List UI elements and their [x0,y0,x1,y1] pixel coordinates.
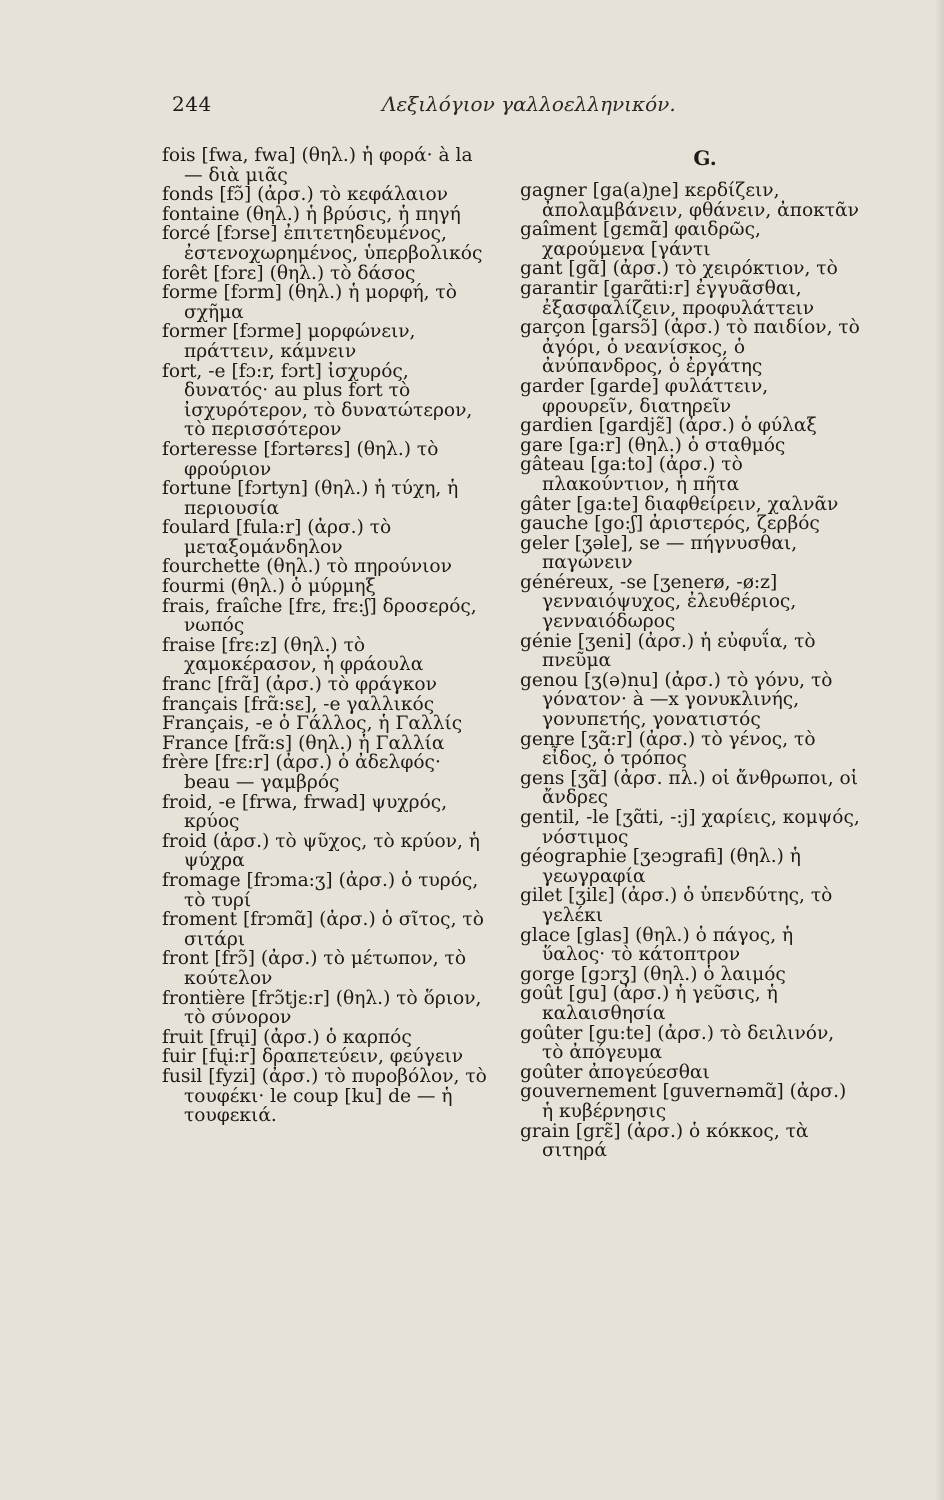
page-header [172,92,852,122]
dictionary-entry: gant [gɑ̃] (ἀρσ.) τὸ χειρόκτιον, τὸ [520,258,838,280]
dictionary-entry: fourmi (θηλ.) ὁ μύρμηξ [162,576,376,598]
dictionary-entry: fusil [fyzi] (ἀρσ.) τὸ πυροβόλον, τὸ τουφέκι· le coup [ku] de — ἡ τουφεκιά. [162,1065,487,1127]
section-letter: G. [693,146,717,170]
dictionary-entry: gouvernement [guvernəmɑ̃] (ἀρσ.) ἡ κυβέρνησις [520,1081,847,1122]
dictionary-entry: frontière [frɔ̃tjε:r] (θηλ.) τὸ ὅριον, τὸ σύνορον [162,987,482,1029]
dictionary-entry: front [frɔ̃] (ἀρσ.) τὸ μέτωπον, τὸ κούτελον [162,948,467,989]
dictionary-entry: genou [ʒ(ə)nu] (ἀρσ.) τὸ γόνυ, τὸ γόνατον· à —x γονυκλινής, γονυπετής, γονατιστός [520,669,833,731]
dictionary-entry: gâter [ga:te] διαφθείρειν, χαλνᾶν [520,493,839,515]
dictionary-entry: gaîment [gεmɑ̃] φαιδρῶς, χαρούμενα [γάντι [520,219,761,260]
dictionary-entry: gâteau [ga:to] (ἀρσ.) τὸ πλακούντιον, ἡ πῆτα [520,454,743,495]
dictionary-entry: forteresse [fɔrtərεs] (θηλ.) τὸ φρούριον [162,438,439,480]
dictionary-entry: gardien [gardjε̃] (ἀρσ.) ὁ φύλαξ [520,415,817,437]
dictionary-entry: garçon [garsɔ̃] (ἀρσ.) τὸ παιδίον, τὸ ἀγόρι, ὁ νεανίσκος, ὁ ἀνύπανδρος, ὁ ἐργάτης [520,317,860,378]
dictionary-entry: forcé [fɔrse] ἐπιτετηδευμένος, ἐστενοχωρημένος, ὑπερβολικός [162,223,483,264]
dictionary-entry: foulard [fula:r] (ἀρσ.) τὸ μεταξομάνδηλον [162,517,392,558]
dictionary-entry: forme [fɔrm] (θηλ.) ἡ μορφή, τὸ σχῆμα [162,282,457,323]
dictionary-entry: France [frɑ̃:s] (θηλ.) ἡ Γαλλία [162,732,445,754]
dictionary-entry: gauche [go:ʃ] ἀριστερός, ζερβός [520,513,820,535]
dictionary-entry: frère [frε:r] (ἀρσ.) ὁ ἀδελφός· beau — γαμβρός [162,752,441,793]
dictionary-entry: glace [glas] (θηλ.) ὁ πάγος, ἡ ὕαλος· τὸ κάτοπτρον [520,924,794,966]
dictionary-entry: geler [ʒəle], se — πήγνυσθαι, παγώνειν [520,532,798,574]
right-column [520,146,860,1161]
dictionary-entry: fuir [fųi:r] δραπετεύειν, φεύγειν [162,1046,464,1068]
dictionary-entry: génie [ʒeni] (ἀρσ.) ἡ εὐφυΐα, τὸ πνεῦμα [520,630,816,672]
dictionary-entry: fraise [frε:z] (θηλ.) τὸ χαμοκέρασον, ἡ φράουλα [162,634,424,676]
dictionary-entry: gilet [ʒilε] (ἀρσ.) ὁ ὑπενδύτης, τὸ γελέκι [520,885,833,926]
dictionary-entry: fontaine (θηλ.) ἡ βρύσις, ἡ πηγή [162,203,461,225]
dictionary-entry: former [fɔrme] μορφώνειν, πράττειν, κάμνειν [162,321,416,362]
dictionary-entry: goûter ἀπογεύεσθαι [520,1061,710,1083]
dictionary-entry: Français, -e ὁ Γάλλος, ἡ Γαλλίς [162,713,463,735]
dictionary-entry: gentil, -le [ʒɑ̃ti, -:j] χαρίεις, κομψός, νόστιμος [520,807,860,848]
dictionary-entry: fortune [fɔrtyn] (θηλ.) ἡ τύχη, ἡ περιουσία [162,478,459,519]
page-edge-shadow [934,0,944,1500]
dictionary-entry: fruit [frųi] (ἀρσ.) ὁ καρπός [162,1026,412,1048]
dictionary-entry: goût [gu] (ἀρσ.) ἡ γεῦσις, ἡ καλαισθησία [520,983,778,1024]
dictionary-entry: généreux, -se [ʒenerø, -ø:z] γενναιόψυχος, ἐλευθέριος, γενναιόδωρος [520,571,797,633]
dictionary-entry: gagner [ga(a)ɲe] κερδίζειν, ἀπολαμβάνειν, φθάνειν, ἀποκτᾶν [520,180,859,221]
dictionary-entry: français [frɑ̃:sε], -e γαλλικός [162,693,435,715]
dictionary-entry: grain [grε̃] (ἀρσ.) ὁ κόκκος, τὰ σιτηρά [520,1120,809,1162]
page-number: 244 [172,92,212,116]
left-column [162,146,492,1126]
dictionary-entry: frais, fraîche [frε, frε:ʃ] δροσερός, νωπός [162,595,477,637]
dictionary-entry: franc [frɑ̃] (ἀρσ.) τὸ φράγκον [162,674,437,696]
dictionary-entry: fromage [frɔma:ʒ] (ἀρσ.) ὁ τυρός, τὸ τυρί [162,869,479,911]
dictionary-entry: gens [ʒɑ̃] (ἀρσ. πλ.) οἱ ἄνθρωποι, οἱ ἄνδρες [520,767,859,809]
dictionary-entry: fourchette (θηλ.) τὸ πηρούνιον [162,556,452,578]
dictionary-entry: genre [ʒɑ̃:r] (ἀρσ.) τὸ γένος, τὸ εἶδος, ὁ τρόπος [520,728,816,770]
dictionary-entry: garantir [garɑ̃ti:r] ἐγγυᾶσθαι, ἐξασφαλίζειν, προφυλάττειν [520,277,815,319]
dictionary-entry: géographie [ʒeɔgrafi] (θηλ.) ἡ γεωγραφία [520,846,801,887]
dictionary-entry: gare [ga:r] (θηλ.) ὁ σταθμός [520,434,786,456]
dictionary-entry: fonds [fɔ̃] (ἀρσ.) τὸ κεφάλαιον [162,184,448,206]
dictionary-entry: garder [garde] φυλάττειν, φρουρεῖν, διατηρεῖν [520,375,769,417]
dictionary-entry: fois [fwa, fwa] (θηλ.) ἡ φορά· à la — διὰ μιᾶς [162,145,473,186]
dictionary-entry: goûter [gu:te] (ἀρσ.) τὸ δειλινόν, τὸ ἀπόγευμα [520,1022,835,1064]
dictionary-entry: froid, -e [frwa, frwad] ψυχρός, κρύος [162,791,448,833]
dictionary-entry: froment [frɔmɑ̃] (ἀρσ.) ὁ σῖτος, τὸ σιτάρι [162,909,484,950]
dictionary-entry: froid (ἀρσ.) τὸ ψῦχος, τὸ κρύον, ἡ ψύχρα [162,830,480,872]
dictionary-entry: gorge [gɔrʒ] (θηλ.) ὁ λαιμός [520,963,786,985]
running-title: Λεξιλόγιον γαλλοελληνικόν. [382,92,676,116]
dictionary-entry: forêt [fɔrε] (θηλ.) τὸ δάσος [162,262,416,284]
dictionary-entry: fort, -e [fɔ:r, fɔrt] ἰσχυρός, δυνατός· au plus fort τὸ ἰσχυρότερον, τὸ δυνατώτερον, τὸ περισσότερον [162,360,473,441]
